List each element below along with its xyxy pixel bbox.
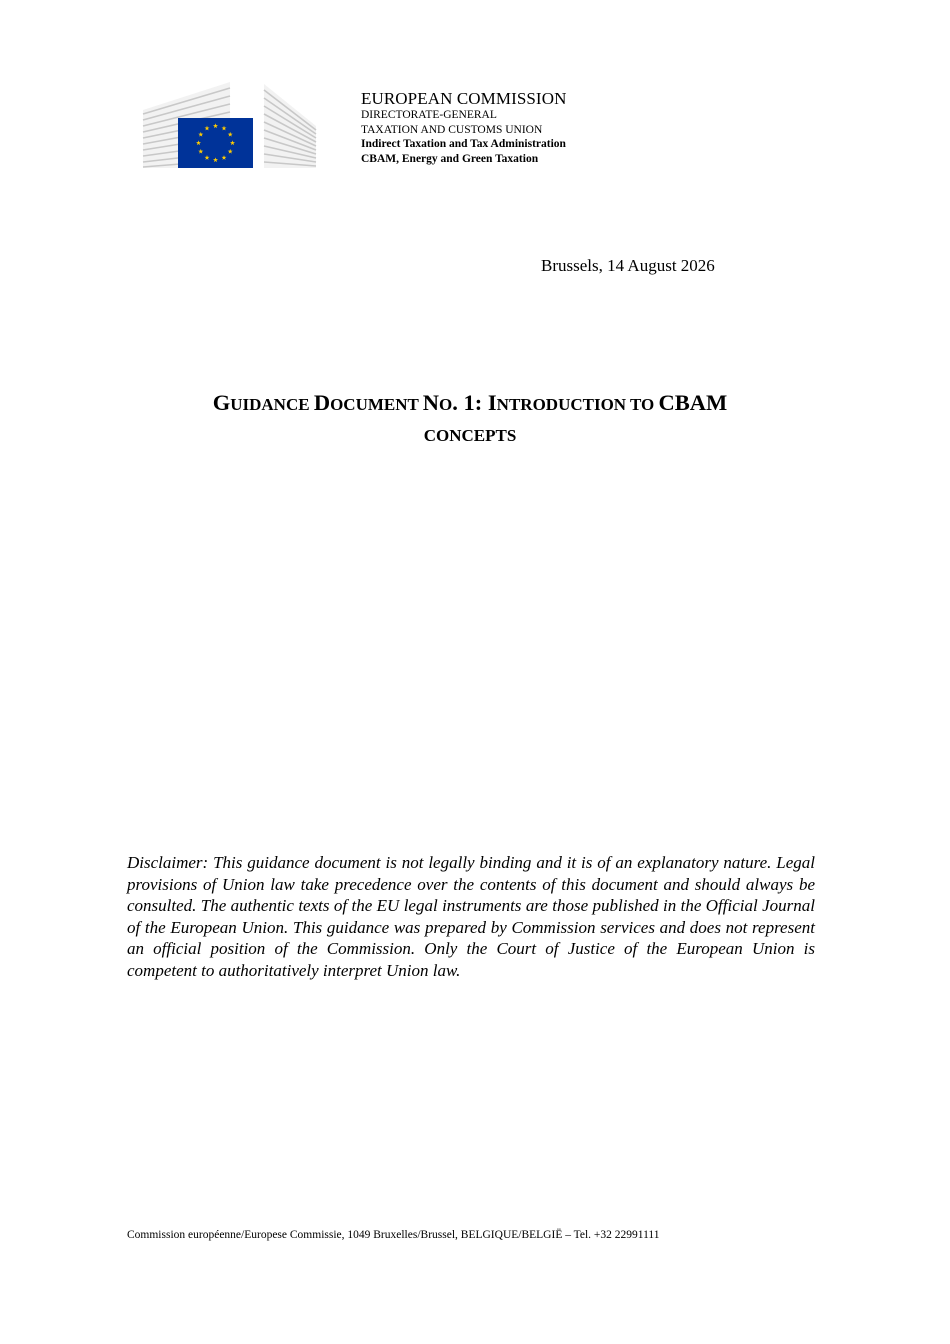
directorate-general-label: DIRECTORATE-GENERAL: [361, 109, 497, 121]
directorate-general-name: TAXATION AND CUSTOMS UNION: [361, 123, 543, 136]
document-title-line-2: CONCEPTS: [423, 426, 517, 445]
title-part: UIDANCE: [230, 395, 314, 414]
title-part: N: [422, 390, 440, 415]
disclaimer-text: Disclaimer: This guidance document is not legally binding and it is of an explanatory nature. Legal provisions of Union law take precedence over the contents of this document and should always be consulted. The authentic texts of the EU legal instruments are those published in the Official Journal of the European Union. This guidance was prepared by Commission services and does not represent an official position of the Commission. Only the Court of Justice of the European Union is competent to authoritatively interpret Union law.: [127, 853, 815, 980]
title-part: CBAM: [658, 390, 728, 415]
title-part: . 1:: [452, 390, 488, 415]
directorate-name: Indirect Taxation and Tax Administration: [361, 138, 566, 150]
building-right-icon: [264, 84, 316, 168]
document-title: [120, 388, 820, 451]
title-part: G: [212, 390, 231, 415]
unit-name: CBAM, Energy and Green Taxation: [361, 152, 539, 165]
title-part: D: [313, 390, 331, 415]
footer-address: Commission européenne/Europese Commissie, 1049 Bruxelles/Brussel, BELGIQUE/BELGIË – Tel. +32 22991111: [127, 1229, 660, 1241]
european-commission-logo: [140, 80, 320, 172]
eu-flag-icon: [178, 118, 253, 168]
logo-graphic: [140, 80, 320, 172]
issuer-block: [361, 90, 566, 168]
title-part: OCUMENT: [330, 395, 423, 414]
title-part: NTRODUCTION TO: [496, 395, 659, 414]
title-part: O: [439, 395, 453, 414]
place-and-date: Brussels, 14 August 2026: [541, 256, 715, 275]
title-part: I: [487, 390, 497, 415]
document-title-line-1: [120, 388, 820, 421]
organization-name: EUROPEAN COMMISSION: [361, 89, 567, 108]
